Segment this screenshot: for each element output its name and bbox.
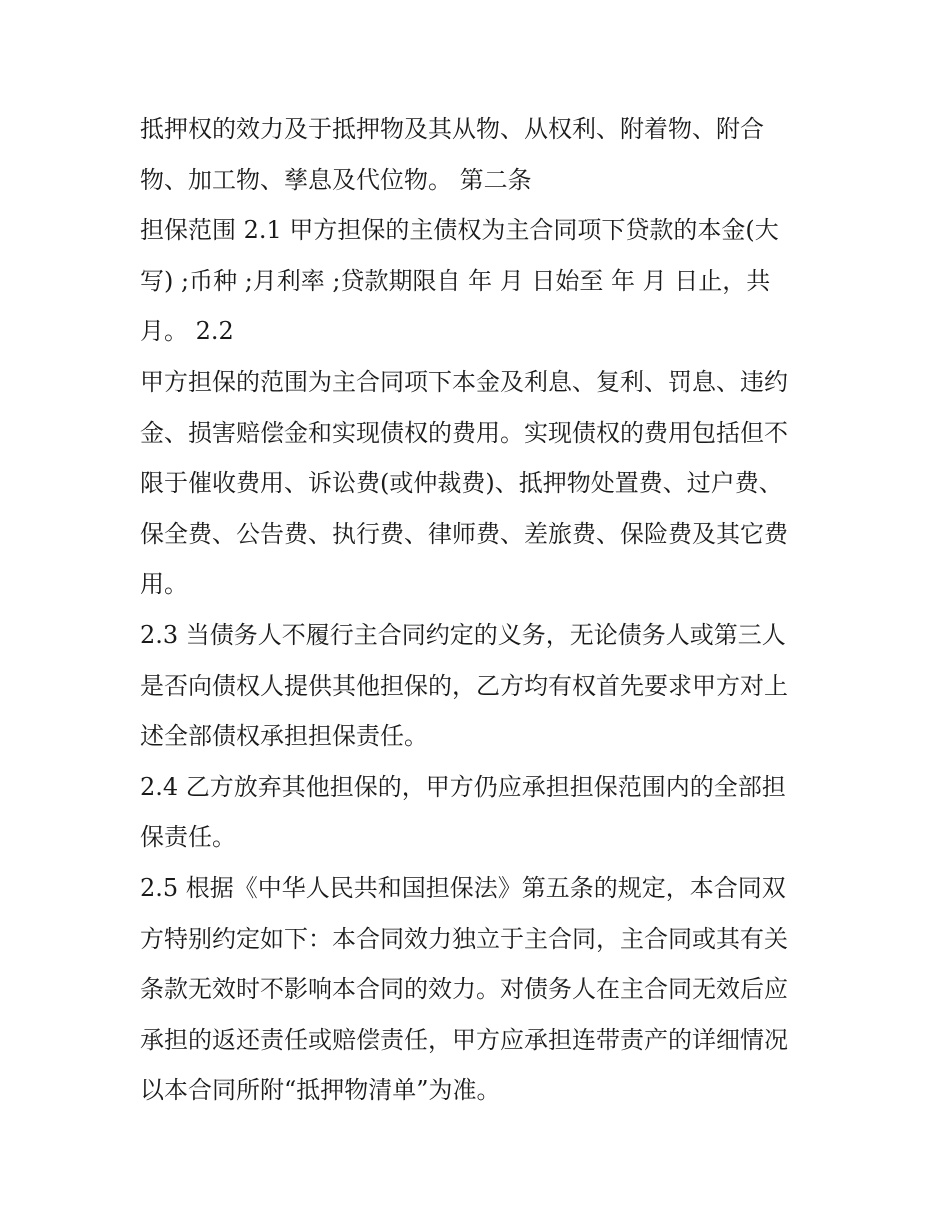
text-line: 甲方担保的范围为主合同项下本金及利息、复利、罚息、违约 <box>140 367 788 396</box>
text-line: 承担的返还责任或赔偿责任，甲方应承担连带责产的详细情况 <box>140 1025 788 1054</box>
text-line: 金、损害赔偿金和实现债权的费用。实现债权的费用包括但不 <box>140 418 788 447</box>
text-line: 用。 <box>140 570 188 599</box>
contract-text <box>140 104 820 1116</box>
text-line: 保责任。 <box>140 823 236 852</box>
text-line: 是否向债权人提供其他担保的，乙方均有权首先要求甲方对上 <box>140 671 788 700</box>
text-line: 限于催收费用、诉讼费(或仲裁费)、抵押物处置费、过户费、 <box>140 469 783 498</box>
text-line: 方特别约定如下：本合同效力独立于主合同，主合同或其有关 <box>140 924 788 953</box>
text-line: 保全费、公告费、执行费、律师费、差旅费、保险费及其它费 <box>140 519 788 548</box>
text-line: 写) ;币种 ;月利率 ;贷款期限自 年 月 日始至 年 月 日止，共 <box>140 266 771 295</box>
text-line: 抵押权的效力及于抵押物及其从物、从权利、附着物、附合 <box>140 115 764 143</box>
text-line: 月。 2.2 <box>140 317 234 346</box>
text-line: 2.5 根据《中华人民共和国担保法》第五条的规定，本合同双 <box>140 873 786 902</box>
text-line: 述全部债权承担担保责任。 <box>140 722 428 751</box>
text-line: 2.4 乙方放弃其他担保的，甲方仍应承担担保范围内的全部担 <box>140 772 786 801</box>
text-line: 2.3 当债务人不履行主合同约定的义务，无论债务人或第三人 <box>140 620 786 649</box>
text-line: 以本合同所附“抵押物清单”为准。 <box>140 1076 501 1105</box>
text-line: 物、加工物、孳息及代位物。 第二条 <box>140 165 532 194</box>
text-line: 条款无效时不影响本合同的效力。对债务人在主合同无效后应 <box>140 975 788 1004</box>
text-line: 担保范围 2.1 甲方担保的主债权为主合同项下贷款的本金(大 <box>140 216 779 245</box>
